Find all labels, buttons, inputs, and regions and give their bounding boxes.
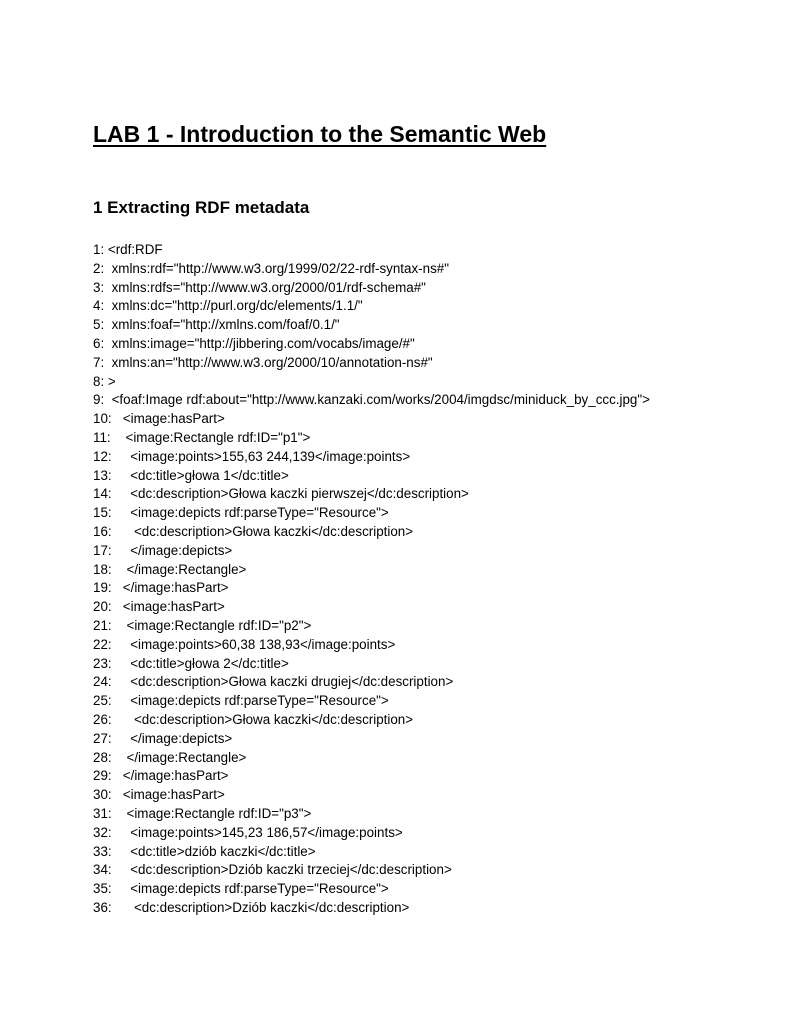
line-number: 11: bbox=[93, 429, 111, 445]
line-number: 20: bbox=[93, 599, 112, 615]
line-text: <image:hasPart> bbox=[111, 599, 225, 615]
line-number: 7: bbox=[93, 354, 105, 370]
code-line bbox=[93, 354, 650, 373]
code-line bbox=[93, 523, 650, 542]
line-number: 4: bbox=[93, 298, 105, 314]
code-line bbox=[93, 448, 650, 467]
code-line bbox=[93, 598, 650, 617]
line-text: xmlns:rdf="http://www.w3.org/1999/02/22-rdf-syntax-ns#" bbox=[104, 260, 449, 276]
line-number: 24: bbox=[93, 674, 112, 690]
code-line bbox=[93, 561, 650, 580]
line-text: <image:depicts rdf:parseType="Resource"> bbox=[111, 505, 389, 521]
line-text: <image:depicts rdf:parseType="Resource"> bbox=[111, 881, 389, 897]
line-number: 23: bbox=[93, 655, 112, 671]
line-number: 12: bbox=[93, 448, 112, 464]
line-number: 27: bbox=[93, 730, 112, 746]
code-line bbox=[93, 373, 650, 392]
line-number: 29: bbox=[93, 768, 112, 784]
code-line bbox=[93, 711, 650, 730]
document-title: LAB 1 - Introduction to the Semantic Web bbox=[93, 121, 547, 147]
code-line bbox=[93, 673, 650, 692]
line-number: 17: bbox=[93, 542, 112, 558]
code-line bbox=[93, 504, 650, 523]
line-text: <dc:title>dziób kaczki</dc:title> bbox=[111, 843, 316, 859]
line-number: 10: bbox=[93, 411, 112, 427]
code-line bbox=[93, 297, 650, 316]
line-number: 1: bbox=[93, 242, 105, 257]
section-heading: 1 Extracting RDF metadata bbox=[93, 198, 310, 217]
line-number: 30: bbox=[93, 787, 112, 803]
code-line bbox=[93, 429, 650, 448]
line-number: 9: bbox=[93, 392, 105, 408]
rdf-code-listing bbox=[93, 241, 650, 918]
line-number: 35: bbox=[93, 881, 112, 897]
line-number: 5: bbox=[93, 317, 105, 333]
line-text: <image:points>60,38 138,93</image:points> bbox=[111, 636, 396, 652]
line-number: 2: bbox=[93, 260, 105, 276]
line-text: xmlns:rdfs="http://www.w3.org/2000/01/rdf-schema#" bbox=[104, 279, 426, 295]
code-line bbox=[93, 617, 650, 636]
line-number: 8: bbox=[93, 373, 105, 389]
line-text: <dc:description>Głowa kaczki pierwszej</dc:description> bbox=[111, 486, 469, 502]
code-line bbox=[93, 316, 650, 335]
line-text: <image:Rectangle rdf:ID="p2"> bbox=[111, 617, 312, 633]
line-text: xmlns:an="http://www.w3.org/2000/10/annotation-ns#" bbox=[104, 354, 433, 370]
line-number: 16: bbox=[93, 523, 112, 539]
code-line bbox=[93, 730, 650, 749]
line-number: 6: bbox=[93, 335, 105, 351]
code-line bbox=[93, 692, 650, 711]
line-number: 13: bbox=[93, 467, 112, 483]
code-line bbox=[93, 391, 650, 410]
code-line bbox=[93, 279, 650, 298]
line-text: </image:depicts> bbox=[111, 730, 233, 746]
line-text: <image:hasPart> bbox=[111, 411, 225, 427]
line-number: 14: bbox=[93, 486, 112, 502]
line-text: <dc:description>Dziób kaczki trzeciej</dc:description> bbox=[111, 862, 452, 878]
line-text: <rdf:RDF bbox=[104, 242, 163, 257]
line-text: <foaf:Image rdf:about="http://www.kanzaki.com/works/2004/imgdsc/miniduck_by_ccc.jpg"> bbox=[104, 392, 650, 408]
line-text: <dc:title>głowa 2</dc:title> bbox=[111, 655, 289, 671]
line-number: 28: bbox=[93, 749, 112, 765]
code-line bbox=[93, 786, 650, 805]
code-line bbox=[93, 467, 650, 486]
line-number: 26: bbox=[93, 711, 112, 727]
line-text: <dc:description>Dziób kaczki</dc:description> bbox=[111, 899, 410, 915]
line-number: 33: bbox=[93, 843, 112, 859]
line-text: </image:Rectangle> bbox=[111, 561, 247, 577]
line-number: 25: bbox=[93, 693, 112, 709]
line-text: xmlns:dc="http://purl.org/dc/elements/1.1/" bbox=[104, 298, 363, 314]
line-text: <dc:description>Głowa kaczki</dc:description> bbox=[111, 711, 414, 727]
code-line bbox=[93, 749, 650, 768]
line-text: <dc:description>Głowa kaczki</dc:description> bbox=[111, 523, 414, 539]
line-text: </image:Rectangle> bbox=[111, 749, 247, 765]
code-line bbox=[93, 485, 650, 504]
line-text: <image:points>145,23 186,57</image:points> bbox=[111, 824, 403, 840]
code-line bbox=[93, 260, 650, 279]
code-line bbox=[93, 805, 650, 824]
code-line bbox=[93, 824, 650, 843]
line-number: 3: bbox=[93, 279, 105, 295]
code-line bbox=[93, 636, 650, 655]
line-number: 36: bbox=[93, 899, 112, 915]
line-text: </image:hasPart> bbox=[111, 768, 229, 784]
code-line bbox=[93, 542, 650, 561]
line-text: <image:hasPart> bbox=[111, 787, 225, 803]
line-text: xmlns:image="http://jibbering.com/vocabs/image/#" bbox=[104, 335, 415, 351]
code-line bbox=[93, 843, 650, 862]
line-text: xmlns:foaf="http://xmlns.com/foaf/0.1/" bbox=[104, 317, 340, 333]
line-text: <image:Rectangle rdf:ID="p1"> bbox=[110, 429, 311, 445]
code-line bbox=[93, 335, 650, 354]
line-number: 21: bbox=[93, 617, 112, 633]
code-line bbox=[93, 241, 650, 260]
line-number: 15: bbox=[93, 505, 112, 521]
line-number: 19: bbox=[93, 580, 112, 596]
line-text: > bbox=[104, 373, 116, 389]
line-number: 18: bbox=[93, 561, 112, 577]
line-number: 31: bbox=[93, 805, 112, 821]
code-line bbox=[93, 410, 650, 429]
line-number: 32: bbox=[93, 824, 112, 840]
line-number: 22: bbox=[93, 636, 112, 652]
line-text: <image:depicts rdf:parseType="Resource"> bbox=[111, 693, 389, 709]
code-line bbox=[93, 655, 650, 674]
line-text: <image:Rectangle rdf:ID="p3"> bbox=[111, 805, 312, 821]
line-text: <dc:description>Głowa kaczki drugiej</dc:description> bbox=[111, 674, 454, 690]
line-text: </image:hasPart> bbox=[111, 580, 229, 596]
code-line bbox=[93, 880, 650, 899]
line-text: <image:points>155,63 244,139</image:points> bbox=[111, 448, 411, 464]
code-line bbox=[93, 579, 650, 598]
line-text: </image:depicts> bbox=[111, 542, 233, 558]
code-line bbox=[93, 861, 650, 880]
line-text: <dc:title>głowa 1</dc:title> bbox=[111, 467, 289, 483]
line-number: 34: bbox=[93, 862, 112, 878]
code-line bbox=[93, 899, 650, 918]
code-line bbox=[93, 767, 650, 786]
